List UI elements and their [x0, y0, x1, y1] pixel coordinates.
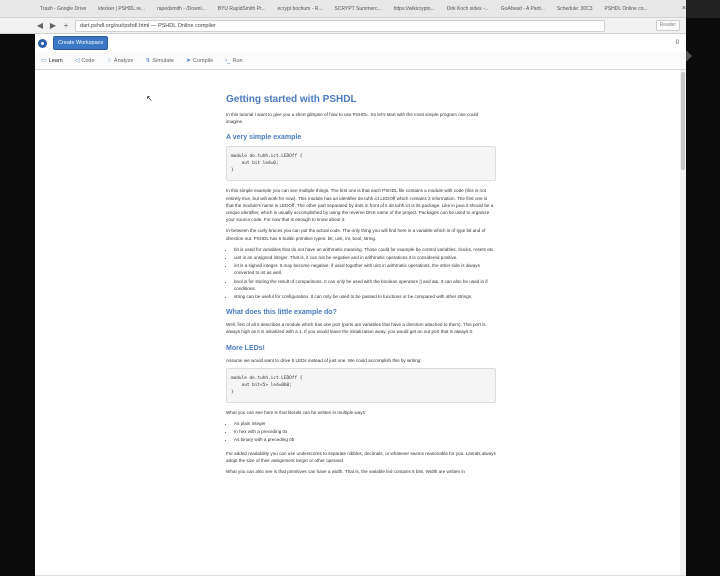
- list-item: • int is a signed integer. It may become negative, if used together with uint in arithmetic operations, the other side is always converted to int as well.: [234, 262, 496, 276]
- tab-simulate[interactable]: [140, 52, 180, 69]
- bookmark[interactable]: https://wikicrypto...: [393, 5, 435, 12]
- tab-code[interactable]: [69, 52, 101, 69]
- section-heading: A very simple example: [226, 134, 302, 142]
- bookmark[interactable]: Schedule: 30C3: [556, 5, 593, 12]
- bookmark[interactable]: GoAhead - A Parti...: [500, 5, 545, 12]
- scrollbar-thumb[interactable]: [681, 72, 685, 170]
- paragraph: For added readability you can use underscores to separate nibbles, decimals, or whatever seems reasonable for you. Literals always adopt the size of their assignment target or other operand.: [226, 450, 496, 463]
- list-item: • uint is an unsigned integer. That is, it can not be negative and in arithmetic operations it is considered positive.: [234, 254, 496, 261]
- back-icon[interactable]: ◀: [36, 21, 44, 30]
- tab-label: Simulate: [152, 57, 174, 64]
- types-list: [226, 246, 496, 300]
- screen-border-left: [0, 18, 35, 576]
- paragraph: What you can see here is that literals can be written in multiple ways:: [226, 409, 367, 415]
- list-item: • bool is for storing the result of comparisons. It can only be used with the boolean operators || and &&. It can also be used in if conditions.: [234, 278, 496, 292]
- literals-list: [226, 420, 496, 444]
- bookmark[interactable]: Trash - Google Drive: [40, 5, 87, 12]
- section-heading: What does this little example do?: [226, 309, 337, 317]
- tab-compile[interactable]: [180, 52, 219, 69]
- reader-button[interactable]: Reader: [656, 20, 680, 31]
- tab-learn[interactable]: [35, 52, 69, 69]
- app-header: [35, 34, 686, 52]
- bookmark[interactable]: rapedsmith - /Downl...: [157, 5, 206, 12]
- paragraph: In-between the curly braces you can put the actual code. The only thing you will find here is a variable which is of type bit and of direction out. PSHDL has 5 builtin primitive types: bit, uint, int, bool, string.: [226, 228, 486, 241]
- tab-analyze[interactable]: [101, 52, 140, 69]
- tab-label: Code: [81, 57, 95, 64]
- tab-label: Analyze: [113, 57, 134, 64]
- tab-run[interactable]: [219, 52, 248, 69]
- tutorial-content: [226, 70, 496, 479]
- intro-paragraph: In this tutorial I want to give you a short glimpse of how to use PSHDL. So let's start with the most simple program one could imagine.: [226, 112, 479, 125]
- send-icon: ➤: [185, 58, 191, 64]
- mouse-cursor-icon: ↖: [146, 94, 153, 103]
- bookmark[interactable]: SCRYPT Summerc...: [334, 5, 382, 12]
- screen-border-right: [686, 18, 720, 576]
- screen-border-top-right: [686, 0, 720, 18]
- section-heading: More LEDs!: [226, 344, 265, 352]
- bookmark[interactable]: BYU RapidSmith Pr...: [217, 5, 266, 12]
- tab-label: Compile: [192, 57, 214, 64]
- list-item: • As plain integer: [234, 420, 496, 427]
- bolt-icon: ↯: [145, 58, 151, 64]
- analyze-icon: ♢: [106, 58, 112, 64]
- code-icon: ◁: [74, 58, 80, 64]
- terminal-icon: ›_: [225, 57, 231, 64]
- create-workspace-button[interactable]: Create Workspace: [53, 36, 108, 50]
- page-title: Getting started with PSHDL: [226, 94, 357, 105]
- paragraph: In this simple example you can see multiple things. The first one is that each PSHDL file contains a module with code (this is not entirely true, but will work for now). This module has an identifier de.tuhh.ict.LEDOff which contains 2 information. The first one is that the module's name is LEDOff. The other part separated by dots in front of it de.tuhh.ict is its package. Like in java it should be a unique identifier, which is usually accomplished by using the reverse DNS name of the project. Packages can be used to organize your source code. For now that is enough to know about it.: [226, 188, 494, 223]
- bookmark[interactable]: ecrypt bochum - R...: [277, 5, 323, 12]
- code-block: module de.tuhh.ict.LEDOff { out bit led=0; }: [226, 146, 496, 181]
- address-bar-row: [0, 18, 720, 34]
- tab-label: Learn: [48, 57, 63, 64]
- paragraph: What you can also see is that primitives can have a width. That is, the variable led contains 5 bits. Width are written in: [226, 469, 465, 475]
- pshdl-logo-icon[interactable]: [38, 39, 47, 48]
- bookmark[interactable]: ktecker | PSHDL.re...: [98, 5, 146, 12]
- url-field[interactable]: dart.pshdl.org/out/pshdl.html — PSHDL Online compiler: [75, 20, 605, 32]
- notification-counter: 0: [675, 40, 679, 46]
- main-tabs: [35, 52, 686, 70]
- paragraph: Well, first of all it describes a module which has one port (ports are variables that have a direction attached to them). This port is always high as it is initialized with a 1. If you would leave the initialization away, you would get an out port that is always 0.: [226, 322, 486, 335]
- list-item: • bit is used for variables that do not have an arithmetic meaning. Those could for example be control variables, clocks, resets etc.: [234, 246, 496, 253]
- bookmark[interactable]: PSHDL Online co...: [604, 5, 648, 12]
- bookmarks-bar: [0, 0, 720, 18]
- code-block: module de.tuhh.ict.LEDOff { out bit<5> led=0b0; }: [226, 368, 496, 403]
- close-icon[interactable]: ×: [681, 5, 686, 12]
- list-item: • As binary with a preceding 0b: [234, 436, 496, 443]
- tab-label: Run: [232, 57, 243, 64]
- paragraph: Assume we would want to drive 5 LEDs instead of just one. We could accomplish this by writing:: [226, 357, 422, 363]
- bookmark[interactable]: Dirk Koch sides -...: [446, 5, 489, 12]
- forward-icon[interactable]: ▶: [49, 21, 57, 30]
- list-item: • In hex with a preceding 0x: [234, 428, 496, 435]
- book-icon: ▭: [41, 58, 47, 64]
- list-item: • string can be useful for configuration. It can only be used to be passed to functions or be compared with other strings.: [234, 293, 496, 300]
- add-tab-icon[interactable]: +: [63, 21, 69, 30]
